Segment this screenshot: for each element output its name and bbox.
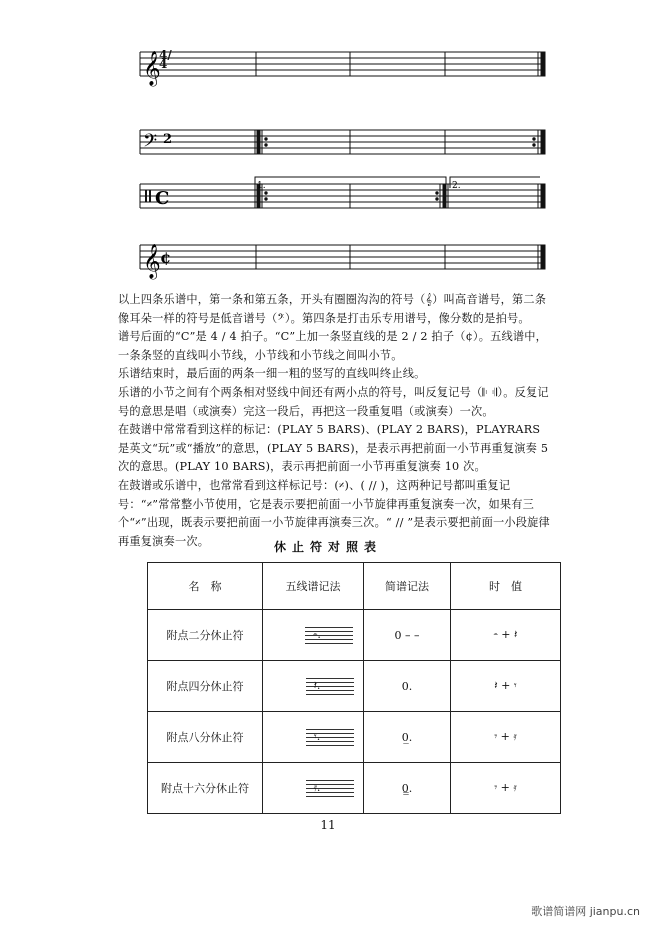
ending-1: 1. xyxy=(257,181,266,191)
staff-4 xyxy=(140,245,545,269)
paragraph: 乐谱结束时，最后面的两条一细一粗的竖写的直线叫终止线。 xyxy=(118,367,426,381)
jianpu-notation: 0̲. xyxy=(364,712,451,763)
staff-notation xyxy=(263,610,364,661)
table-header-row xyxy=(148,563,561,610)
staff-1 xyxy=(140,48,545,76)
watermark: 歌谱简谱网 jianpu.cn xyxy=(531,905,640,918)
treble-clef-icon: 𝄞 xyxy=(143,51,161,86)
jianpu-notation: 0. xyxy=(364,661,451,712)
staff-notation xyxy=(263,763,364,814)
jianpu-notation: 0 – – xyxy=(364,610,451,661)
rest-name: 附点二分休止符 xyxy=(148,610,263,661)
table-row xyxy=(148,661,561,712)
table-row xyxy=(148,763,561,814)
header-value: 时 值 xyxy=(451,563,561,610)
staff-rest-symbol: 𝄼. xyxy=(313,628,321,641)
duration-value: 𝄼 + 𝄽 xyxy=(451,610,561,661)
rest-name: 附点十六分休止符 xyxy=(148,763,263,814)
paragraph: 以上四条乐谱中，第一条和第五条，开头有圈圈沟沟的符号（𝄞）叫高音谱号，第二条像耳朵一样的符号是低音谱号（𝄢）。第四条是打击乐专用谱号，像分数的是拍号。 xyxy=(118,293,547,325)
staff-3 xyxy=(140,177,545,208)
body-text xyxy=(118,291,550,551)
staff-2 xyxy=(140,130,545,154)
paragraph: 在鼓谱中常常看到这样的标记：(PLAY 5 BARS)、(PLAY 2 BARS)，PLAYRARS 是英文“玩”或“播放”的意思，(PLAY 5 BARS)，是表示再把前面一小节再重复演奏 5 次的意思。(PLAY 10 BARS)，表示再把前面一小节再重复演奏 10 次。 xyxy=(118,423,549,474)
time-signature-1: 4/4 xyxy=(159,48,172,71)
cut-time-icon: ¢ xyxy=(160,248,172,267)
treble-clef-icon: 𝄞 xyxy=(143,244,161,279)
duration-value: 𝄽 + 𝄾 xyxy=(451,661,561,712)
paragraph: 谱号后面的“C”是 4 / 4 拍子。“C”上加一条竖直线的是 2 / 2 拍子（¢）。五线谱中，一条条竖的直线叫小节线，小节线和小节线之间叫小节。 xyxy=(118,330,548,362)
table-row xyxy=(148,610,561,661)
staff-notation xyxy=(263,712,364,763)
staff-rest-symbol: 𝄽. xyxy=(313,679,321,692)
staff-rest-symbol: 𝄾. xyxy=(313,730,321,743)
header-staff: 五线谱记法 xyxy=(263,563,364,610)
bass-clef-icon: 𝄢 xyxy=(143,131,158,156)
ending-2: 2. xyxy=(452,181,461,191)
staff-notation xyxy=(263,661,364,712)
page-number: 11 xyxy=(320,818,336,832)
rest-name: 附点八分休止符 xyxy=(148,712,263,763)
rest-name: 附点四分休止符 xyxy=(148,661,263,712)
time-signature-3: C xyxy=(155,188,170,209)
jianpu-notation: 0̳. xyxy=(364,763,451,814)
duration-value: 𝄾 + 𝄿 xyxy=(451,712,561,763)
paragraph: 乐谱的小节之间有个两条相对竖线中间还有两小点的符号，叫反复记号（𝄆 𝄇）。反复记号的意思是唱（或演奏）完这一段后，再把这一段重复唱（或演奏）一次。 xyxy=(118,385,549,418)
header-jianpu: 简谱记法 xyxy=(364,563,451,610)
table-row xyxy=(148,712,561,763)
rest-comparison-table xyxy=(147,562,561,814)
paragraph: 在鼓谱或乐谱中，也常常看到这样标记号：(𝄎)、( // )，这两种记号都叫重复记号：“𝄎”常常整小节使用，它是表示要把前面一小节旋律再重复演奏一次，如果有三个“𝄎”出现，既表示要把前面一小节旋律再演奏三次。“ // ”是表示要把前面一小段旋律再重复演奏一次。 xyxy=(118,478,550,548)
header-name: 名 称 xyxy=(148,563,263,610)
time-signature-2: 2 xyxy=(163,132,173,147)
duration-value: 𝄾 + 𝄿 xyxy=(451,763,561,814)
table-title: 休止符对照表 xyxy=(273,540,382,554)
music-staves xyxy=(0,0,656,290)
staff-rest-symbol: 𝄿. xyxy=(313,781,321,794)
